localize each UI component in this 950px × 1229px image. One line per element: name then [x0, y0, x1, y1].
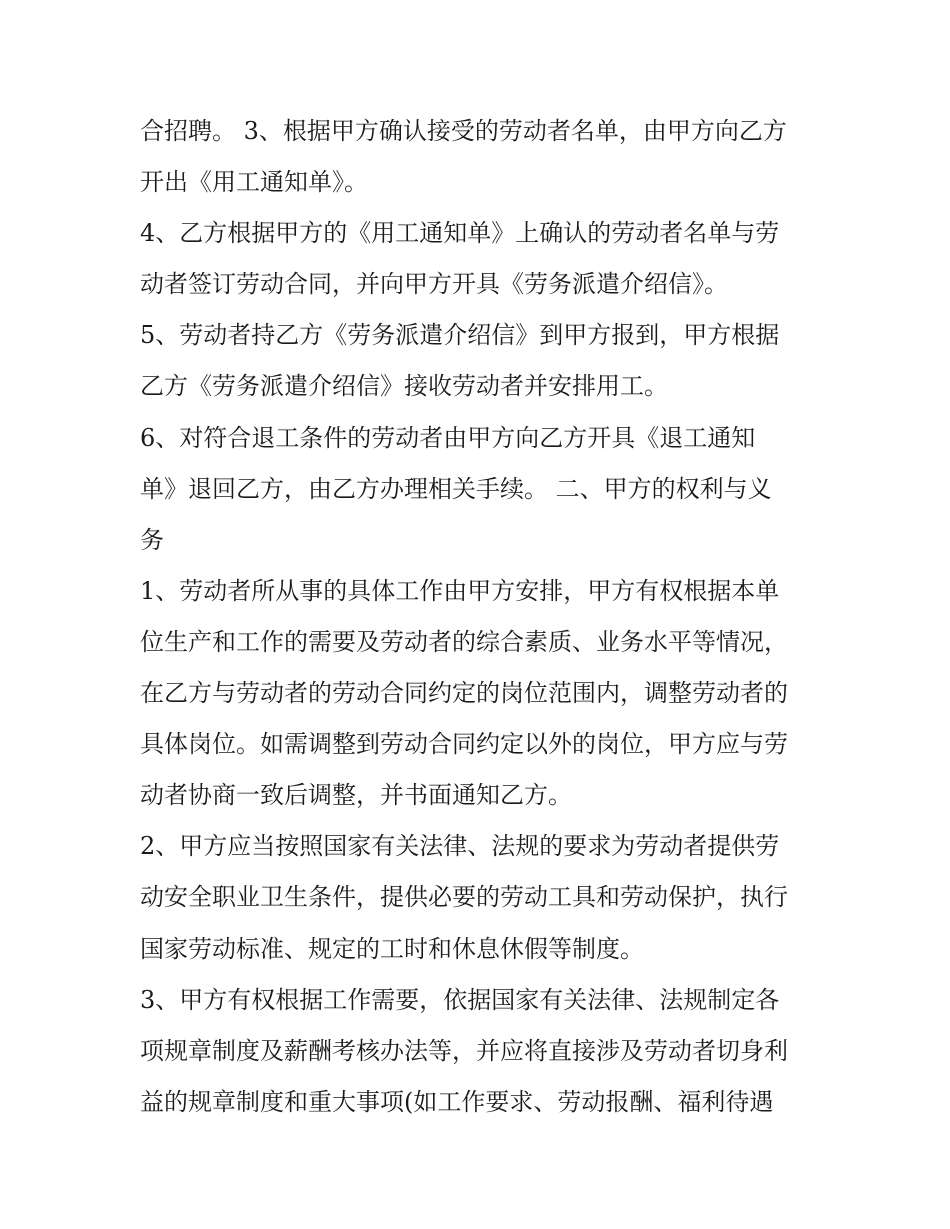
- text-line: 位生产和工作的需要及劳动者的综合素质、业务水平等情况，: [140, 627, 788, 656]
- paragraph-party-a-item-2: [140, 821, 820, 974]
- text-line: 2、甲方应当按照国家有关法律、法规的要求为劳动者提供劳: [140, 832, 780, 861]
- text-line: 6、对符合退工条件的劳动者由甲方向乙方开具《退工通知: [140, 423, 756, 452]
- text-line: 务: [140, 525, 164, 554]
- text-line: 动安全职业卫生条件，提供必要的劳动工具和劳动保护，执行: [140, 883, 788, 912]
- paragraph-item-5: [140, 310, 820, 412]
- text-line: 3、甲方有权根据工作需要，依据国家有关法律、法规制定各: [140, 985, 780, 1014]
- paragraph-party-a-item-3: [140, 975, 820, 1128]
- text-line: 国家劳动标准、规定的工时和休息休假等制度。: [140, 934, 644, 963]
- text-line: 5、劳动者持乙方《劳务派遣介绍信》到甲方报到，甲方根据: [140, 321, 780, 350]
- text-line: 动者协商一致后调整，并书面通知乙方。: [140, 781, 572, 810]
- text-line: 合招聘。 3、根据甲方确认接受的劳动者名单，由甲方向乙方: [140, 117, 787, 145]
- text-line: 单》退回乙方，由乙方办理相关手续。 二、甲方的权利与义: [140, 474, 772, 503]
- paragraph-party-a-item-1: [140, 566, 820, 821]
- text-line: 动者签订劳动合同，并向甲方开具《劳务派遣介绍信》。: [140, 270, 728, 299]
- document-body: [140, 106, 820, 1128]
- text-line: 1、劳动者所从事的具体工作由甲方安排，甲方有权根据本单: [140, 576, 780, 605]
- text-line: 益的规章制度和重大事项(如工作要求、劳动报酬、福利待遇: [140, 1087, 774, 1116]
- text-line: 在乙方与劳动者的劳动合同约定的岗位范围内，调整劳动者的: [140, 679, 788, 708]
- paragraph-item-6: [140, 413, 820, 566]
- text-line: 项规章制度及薪酬考核办法等，并应将直接涉及劳动者切身利: [140, 1036, 788, 1065]
- text-line: 具体岗位。如需调整到劳动合同约定以外的岗位，甲方应与劳: [140, 730, 788, 759]
- text-line: 开出《用工通知单》。: [140, 168, 368, 197]
- text-line: 4、乙方根据甲方的《用工通知单》上确认的劳动者名单与劳: [140, 219, 780, 248]
- text-line: 乙方《劳务派遣介绍信》接收劳动者并安排用工。: [140, 372, 668, 401]
- paragraph-item-4: [140, 208, 820, 310]
- paragraph-recruitment-end: [140, 106, 820, 208]
